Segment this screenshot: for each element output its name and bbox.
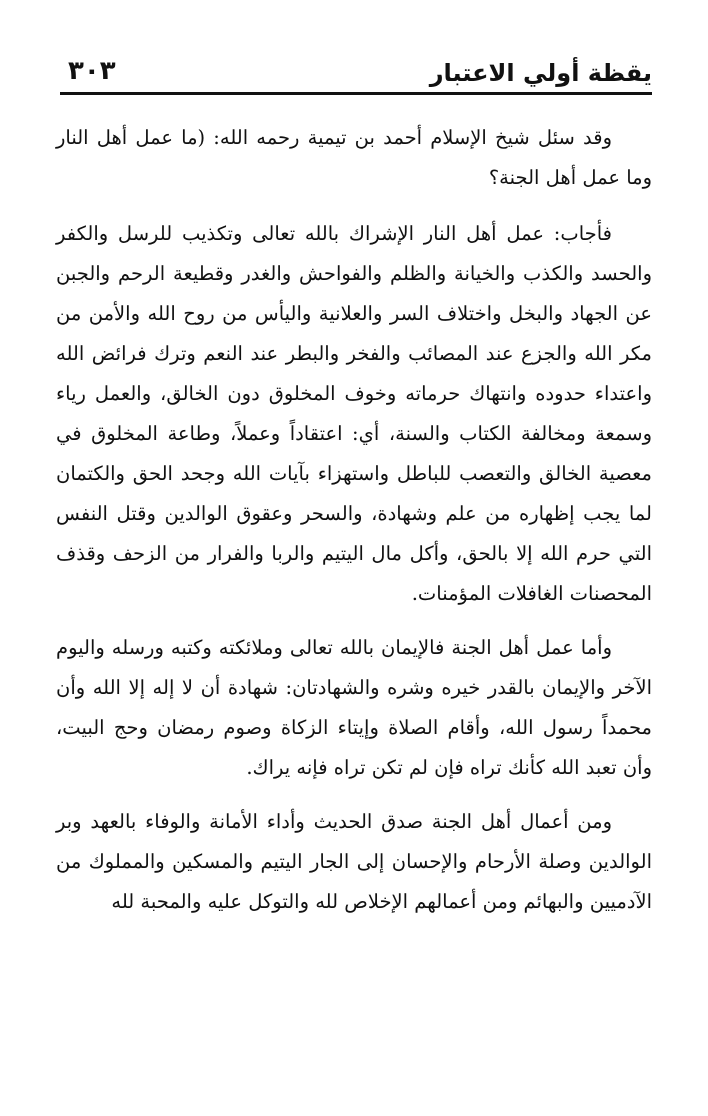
paragraph-question: وقد سئل شيخ الإسلام أحمد بن تيمية رحمه الله: (ما عمل أهل النار وما عمل أهل الجنة؟ <box>56 126 652 189</box>
page-header <box>60 52 652 95</box>
paragraph-paradise-deeds-continued: ومن أعمال أهل الجنة صدق الحديث وأداء الأمانة والوفاء بالعهد وبر الوالدين وصلة الأرحام والإحسان إلى الجار اليتيم والمسكين والمملوك من الآدميين والبهائم ومن أعمالهم الإخلاص لله والتوكل عليه والمحبة لله <box>56 810 652 913</box>
body-text <box>56 118 652 936</box>
paragraph-paradise-deeds: وأما عمل أهل الجنة فالإيمان بالله تعالى وملائكته وكتبه ورسله واليوم الآخر والإيمان بالقدر خيره وشره والشهادتان: شهادة أن لا إله إلا الله وأن محمداً رسول الله، وأقام الصلاة وإيتاء الزكاة وصوم رمضان وحج البيت، وأن تعبد الله كأنك تراه فإن لم تكن تراه فإنه يراك. <box>56 636 652 779</box>
book-title: يقظة أولي الاعتبار <box>429 59 652 87</box>
paragraph-answer-hellfire: فأجاب: عمل أهل النار الإشراك بالله تعالى وتكذيب للرسل والكفر والحسد والكذب والخيانة والظلم والفواحش والغدر وقطيعة الرحم والجبن عن الجهاد والبخل واختلاف السر والعلانية واليأس من روح الله والأمن من مكر الله والجزع عند المصائب والفخر والبطر عند النعم وترك فرائض الله واعتداء حدوده وانتهاك حرماته وخوف المخلوق دون الخالق، والعمل رياء وسمعة ومخالفة الكتاب والسنة، أي: اعتقاداً وعملاً، وطاعة المخلوق في معصية الخالق والتعصب للباطل واستهزاء بآيات الله وجحد الحق والكتمان لما يجب إظهاره من علم وشهادة، والسحر وعقوق الوالدين وقتل النفس التي حرم الله إلا بالحق، وأكل مال اليتيم والربا والفرار من الزحف وقذف المحصنات الغافلات المؤمنات. <box>56 222 652 605</box>
page-number: ٣٠٣ <box>68 56 116 86</box>
